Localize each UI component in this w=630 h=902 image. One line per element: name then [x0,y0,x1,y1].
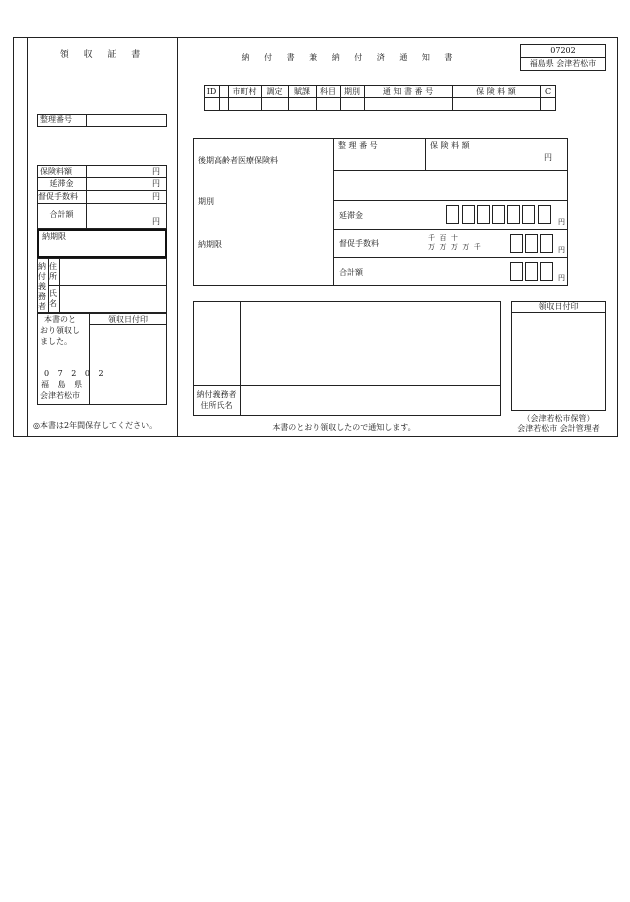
receipt-city: 会津若松市 [40,391,80,400]
issuer-name: 福島県 会津若松市 [529,59,597,68]
total-digits [510,262,554,281]
rule [48,285,167,286]
col-levy: 賦課 [294,87,310,96]
receipt-received-2: おり領収し [40,326,80,335]
rule [37,203,167,204]
receipt-ref-label: 整理番号 [40,115,72,124]
rule [333,200,568,201]
receipt-premium-unit: 円 [152,167,160,176]
total-yen: 円 [558,274,565,282]
receipt-pref: 福 島 県 [41,380,86,389]
col-assess: 調定 [266,87,283,96]
receipt-code: 0 7 2 0 2 [44,369,107,378]
receipt-reminder-label: 督促手数料 [38,192,78,201]
col-premium: 保 険 料 額 [476,87,516,96]
premium-label: 保 険 料 額 [430,141,470,150]
stamp-label: 領収日付印 [538,302,579,311]
issuer-code: 07202 [550,46,576,55]
receipt-keep-note: ◎本書は2年間保存してください。 [33,421,158,430]
rule [333,170,568,171]
col-item: 科目 [320,87,336,96]
rule [520,57,606,58]
receipt-title: 領 収 証 書 [59,50,147,60]
late-fee-digits [446,205,554,224]
rule [37,177,167,178]
rule [219,85,220,111]
rule [89,313,90,405]
receipt-total-unit: 円 [152,217,160,226]
receipt-payer-side: 納付義務者 [38,262,46,311]
units-top: 千 百 十 [428,234,458,242]
col-city: 市町村 [232,87,257,96]
rule [37,190,167,191]
notice-title: 納 付 書 兼 納 付 済 通 知 書 [241,53,459,62]
late-fee-yen: 円 [558,218,565,226]
receipt-received-3: ました。 [40,337,72,346]
premium-unit: 円 [544,153,552,162]
receipt-reminder-unit: 円 [152,192,160,201]
receipt-divider [27,37,28,437]
period-label: 期別 [198,197,214,206]
units-bottom: 万 万 万 万 千 [428,243,481,251]
rule [333,229,568,230]
receipt-received-1: 本書のと [44,315,76,324]
rule [333,257,568,258]
col-id: ID [206,87,217,96]
rule [86,165,87,229]
receipt-premium-label: 保険料額 [40,167,72,176]
due-label: 納期限 [198,240,222,249]
payer-label-2: 住所氏名 [200,401,233,410]
rule [204,97,556,98]
keeper-note: （会津若松市保管） [522,414,595,423]
footer-note: 本書のとおり領収したので通知します。 [272,423,416,432]
col-period: 期別 [344,87,360,96]
rule [511,312,606,313]
stamp-box [511,301,606,411]
receipt-late-label: 延滞金 [49,179,74,188]
receipt-stamp-label: 領収日付印 [108,315,148,324]
total-label: 合計額 [339,268,363,277]
receipt-total-label: 合計額 [49,210,74,219]
receipt-address-label: 住所 [49,262,57,281]
receipt-ref-sep [86,114,87,127]
receipt-due-label: 納期限 [42,232,66,241]
payer-label-1: 納付義務者 [196,390,237,399]
rule [193,385,501,386]
insurance-name: 後期高齢者医療保険料 [198,156,278,165]
receipt-name-label: 氏名 [49,289,57,308]
col-check: C [544,87,552,96]
receipt-late-unit: 円 [152,179,160,188]
reminder-fee-label: 督促手数料 [339,239,379,248]
reminder-fee-digits [510,234,554,253]
rule [425,138,426,170]
treasurer: 会津若松市 会計管理者 [517,424,600,433]
ref-no-label: 整 理 番 号 [338,141,378,150]
stub-divider [177,37,178,437]
reminder-fee-yen: 円 [558,246,565,254]
rule [333,138,334,286]
col-notice-no: 通 知 書 番 号 [382,87,434,96]
late-fee-label: 延滞金 [339,211,363,220]
rule [240,301,241,416]
